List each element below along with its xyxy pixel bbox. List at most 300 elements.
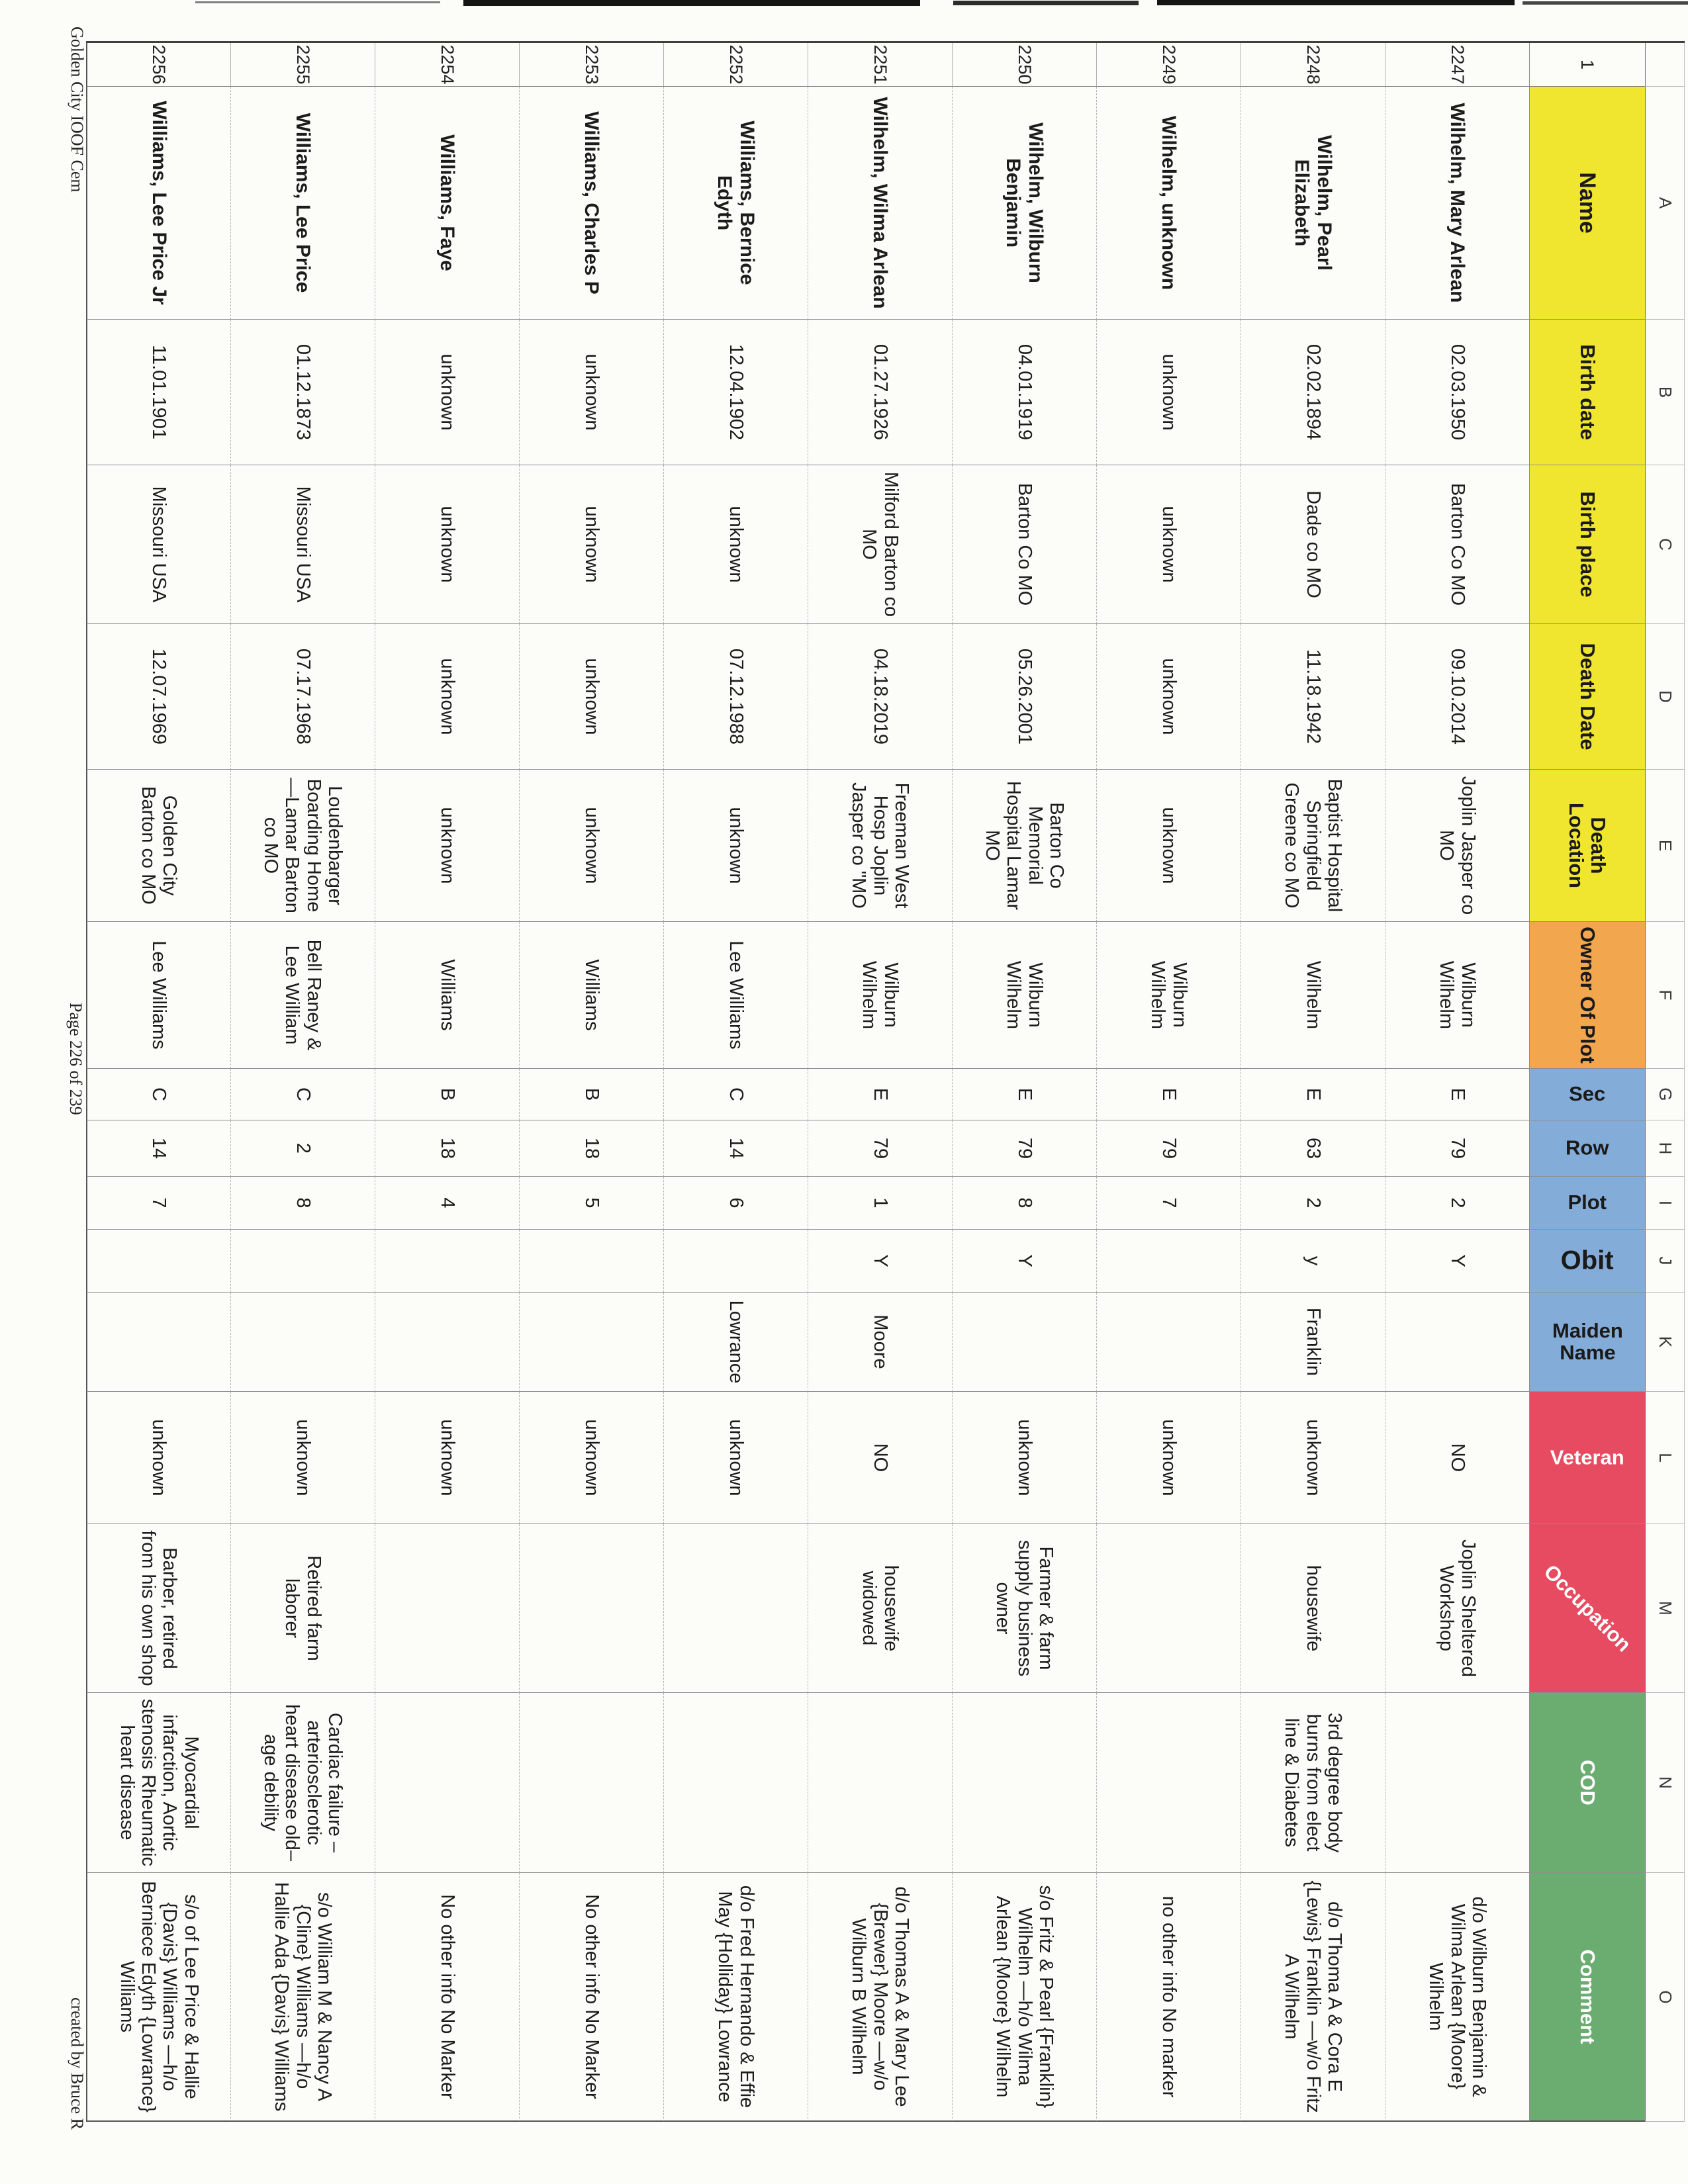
cell-comment <box>375 1873 519 2122</box>
cell-death_date-text: unknown <box>1158 658 1180 735</box>
column-letter-M-text: M <box>1655 1601 1675 1615</box>
cell-plot-text: 5 <box>581 1197 602 1208</box>
cell-owner_of_plot-text: Wilburn Wilhelm <box>1147 960 1190 1030</box>
cell-comment <box>86 1873 230 2122</box>
cell-owner_of_plot <box>808 922 952 1069</box>
column-header-occupation-text: Occupation <box>1539 1559 1636 1657</box>
cell-occupation-text: Farmer & farm supply business owner <box>992 1539 1057 1677</box>
column-letter-O-text: O <box>1655 1990 1675 2004</box>
column-header-name-text: Name <box>1575 172 1601 234</box>
column-header-sec-text: Sec <box>1569 1082 1606 1106</box>
cell-occupation-text: Retired farm laborer <box>281 1555 324 1661</box>
row-number-text: 1 <box>1577 59 1598 70</box>
column-header-row-text: Row <box>1566 1136 1609 1160</box>
cell-death_date <box>86 624 230 770</box>
column-letter-B-text: B <box>1655 386 1675 398</box>
cell-birth_date-text: 11.01.1901 <box>148 344 170 439</box>
cell-sec-text: E <box>1446 1087 1468 1101</box>
column-header-owner_of_plot <box>1529 922 1645 1069</box>
cell-birth_place <box>663 465 808 624</box>
cell-cod <box>952 1693 1096 1873</box>
cell-death_location <box>519 770 663 922</box>
cell-death_date-text: 04.18.2019 <box>869 648 891 745</box>
cell-occupation <box>519 1524 663 1693</box>
cell-maiden_name <box>230 1293 375 1392</box>
cell-birth_place <box>230 465 375 624</box>
cell-maiden_name <box>1241 1293 1385 1392</box>
column-letter-G <box>1645 1069 1685 1120</box>
cell-birth_date <box>1241 320 1385 465</box>
cell-owner_of_plot <box>519 922 663 1069</box>
row-number <box>808 43 952 87</box>
cell-maiden_name <box>952 1293 1096 1392</box>
row-number-text: 2249 <box>1158 44 1179 85</box>
cell-cod <box>230 1693 375 1873</box>
corner-cell <box>1645 43 1685 87</box>
row-number-text: 2252 <box>726 44 746 85</box>
cell-death_location <box>1096 770 1241 922</box>
cell-name <box>230 87 375 320</box>
cell-owner_of_plot <box>86 922 230 1069</box>
cell-sec-text: C <box>148 1087 170 1101</box>
cell-sec-text: B <box>581 1087 602 1101</box>
cell-obit-text: Y <box>1013 1254 1035 1267</box>
cell-veteran <box>86 1392 230 1524</box>
row-number-text: 2251 <box>870 44 890 85</box>
column-header-veteran-text: Veteran <box>1550 1445 1625 1469</box>
cell-plot-text: 7 <box>1158 1197 1180 1208</box>
cell-plot-text: 7 <box>148 1197 170 1208</box>
cell-birth_date <box>519 320 663 465</box>
cell-death_date-text: 11.18.1942 <box>1302 649 1324 744</box>
cell-obit <box>86 1230 230 1293</box>
cell-cod <box>375 1693 519 1873</box>
cell-obit <box>808 1230 952 1293</box>
cell-name <box>952 87 1096 320</box>
cell-sec <box>375 1069 519 1120</box>
column-header-veteran <box>1529 1392 1645 1524</box>
cell-plot <box>1241 1177 1385 1230</box>
cell-birth_date-text: unknown <box>436 353 458 431</box>
cell-name-text: Williams, Faye <box>436 134 459 271</box>
cell-birth_date <box>86 320 230 465</box>
cell-row-text: 79 <box>1013 1137 1035 1160</box>
column-header-comment-text: Comment <box>1575 1949 1599 2044</box>
scan-artifact <box>195 1 440 3</box>
cell-occupation <box>1241 1524 1385 1693</box>
cell-owner_of_plot-text: Lee Williams <box>148 940 170 1050</box>
cell-birth_place-text: Barton Co MO <box>1446 482 1468 606</box>
cell-comment-text: No other info No Marker <box>436 1894 458 2099</box>
cell-birth_place <box>1385 465 1529 624</box>
cell-cod <box>808 1693 952 1873</box>
cell-birth_date <box>663 320 808 465</box>
cell-comment <box>1241 1873 1385 2122</box>
row-number <box>519 43 663 87</box>
cell-plot <box>86 1177 230 1230</box>
cell-birth_date <box>808 320 952 465</box>
cell-maiden_name <box>1096 1293 1241 1392</box>
cell-plot-text: 1 <box>869 1197 891 1208</box>
cell-obit-text: Y <box>1446 1254 1468 1267</box>
cell-occupation <box>375 1524 519 1693</box>
column-letter-L-text: L <box>1655 1453 1675 1463</box>
cell-owner_of_plot <box>230 922 375 1069</box>
cell-owner_of_plot <box>1096 922 1241 1069</box>
cell-name-text: Wilhelm, Wilma Arlean <box>869 97 892 309</box>
cell-death_location-text: unknown <box>581 807 602 884</box>
cell-maiden_name-text: Moore <box>869 1314 891 1369</box>
column-letter-G-text: G <box>1655 1087 1675 1101</box>
cell-comment-text: s/o Fritz & Pearl {Franklin} Wilhelm —h/o Wilma Arlean {Moore} Wilhelm <box>992 1885 1057 2109</box>
cell-obit <box>952 1230 1096 1293</box>
cell-comment <box>952 1873 1096 2122</box>
cell-birth_place-text: Milford Barton co MO <box>859 471 902 617</box>
cell-birth_date-text: 12.04.1902 <box>725 343 747 441</box>
cell-death_date-text: 07.12.1988 <box>725 648 747 745</box>
footer-created-by: created by Bruce R <box>68 1997 87 2130</box>
cell-occupation <box>1096 1524 1241 1693</box>
column-header-plot <box>1529 1177 1645 1230</box>
cell-birth_place <box>519 465 663 624</box>
column-letter-I <box>1645 1177 1685 1230</box>
cell-birth_place <box>808 465 952 624</box>
cell-owner_of_plot <box>663 922 808 1069</box>
cell-comment-text: s/o of Lee Price & Hallie {Davis} Williams —h/o Berniece Edyth {Lowrance} Williams <box>116 1881 202 2113</box>
cell-maiden_name <box>375 1293 519 1392</box>
column-letter-O <box>1645 1873 1685 2122</box>
cell-name <box>375 87 519 320</box>
cell-comment <box>1096 1873 1241 2122</box>
cell-occupation-text: housewife widowed <box>859 1565 902 1652</box>
scan-artifact <box>953 1 1139 5</box>
cell-obit <box>1241 1230 1385 1293</box>
row-number <box>375 43 519 87</box>
cell-birth_place <box>375 465 519 624</box>
row-number-text: 2254 <box>437 44 457 85</box>
cell-maiden_name <box>808 1293 952 1392</box>
column-header-birth_date-text: Birth date <box>1575 344 1599 440</box>
cell-obit <box>519 1230 663 1293</box>
cell-obit-text: Y <box>869 1254 891 1267</box>
cell-obit <box>1385 1230 1529 1293</box>
row-number-text: 2248 <box>1303 44 1323 85</box>
cell-cod <box>663 1693 808 1873</box>
column-header-occupation <box>1529 1524 1645 1693</box>
cell-birth_place-text: Barton Co MO <box>1013 482 1035 606</box>
cell-comment-text: s/o William M & Nancy A {Cline} Williams —h/o Hallie Ada {Davis} Williams <box>271 1882 336 2112</box>
scan-artifact <box>463 0 920 6</box>
cell-name <box>86 87 230 320</box>
cell-birth_place <box>1241 465 1385 624</box>
cell-row <box>1241 1120 1385 1177</box>
cell-plot <box>230 1177 375 1230</box>
cell-row-text: 14 <box>725 1137 747 1160</box>
cell-veteran-text: unknown <box>1013 1419 1035 1496</box>
cell-death_date-text: 12.07.1969 <box>148 648 170 745</box>
cell-plot <box>1385 1177 1529 1230</box>
cell-sec-text: B <box>436 1087 458 1101</box>
row-number-text: 2250 <box>1014 44 1035 85</box>
cell-occupation-text: Joplin Sheltered Workshop <box>1436 1539 1479 1677</box>
column-letter-D <box>1645 624 1685 770</box>
cell-comment-text: d/o Wilburn Benjamin & Wilma Arlean {Moore} Wilhelm <box>1425 1896 1490 2097</box>
cell-sec-text: E <box>1013 1087 1035 1101</box>
cell-veteran <box>663 1392 808 1524</box>
cell-owner_of_plot-text: Wilburn Wilhelm <box>1003 960 1046 1030</box>
footer-page-number: Page 226 of 239 <box>66 1003 85 1115</box>
cell-owner_of_plot-text: Bell Raney & Lee William <box>281 939 324 1051</box>
cell-sec <box>519 1069 663 1120</box>
column-header-death_location <box>1529 770 1645 922</box>
cell-death_date <box>1385 624 1529 770</box>
cell-death_date <box>808 624 952 770</box>
cell-cod <box>1385 1693 1529 1873</box>
row-number <box>952 43 1096 87</box>
cell-name-text: Williams, Bernice Edyth <box>714 120 759 285</box>
cell-obit <box>1096 1230 1241 1293</box>
cell-sec-text: C <box>725 1087 747 1101</box>
cell-cod-text: Myocardial infarction, Aortic stenosis Rheumatic heart disease <box>116 1698 202 1867</box>
cell-death_location-text: Baptist Hospital Springfield Greene co MO <box>1281 778 1346 913</box>
column-letter-H <box>1645 1120 1685 1177</box>
cell-birth_date-text: 02.03.1950 <box>1446 343 1468 441</box>
cell-owner_of_plot <box>1241 922 1385 1069</box>
cell-birth_date-text: unknown <box>1158 353 1180 431</box>
cell-maiden_name-text: Lowrance <box>725 1300 747 1384</box>
cell-death_location <box>663 770 808 922</box>
cell-veteran <box>375 1392 519 1524</box>
row-number <box>86 43 230 87</box>
cell-birth_place-text: unknown <box>436 506 458 583</box>
cell-birth_date <box>1385 320 1529 465</box>
cell-owner_of_plot-text: Williams <box>581 959 602 1031</box>
cell-veteran <box>230 1392 375 1524</box>
cell-veteran-text: unknown <box>292 1419 314 1496</box>
cell-maiden_name <box>1385 1293 1529 1392</box>
column-header-obit <box>1529 1230 1645 1293</box>
cell-owner_of_plot <box>375 922 519 1069</box>
cell-plot-text: 4 <box>436 1197 458 1208</box>
cell-birth_date-text: 01.12.1873 <box>292 343 314 441</box>
cell-comment <box>1385 1873 1529 2122</box>
cell-row <box>230 1120 375 1177</box>
cell-sec <box>1385 1069 1529 1120</box>
cell-death_date <box>1241 624 1385 770</box>
column-letter-L <box>1645 1392 1685 1524</box>
cell-veteran-text: NO <box>869 1443 891 1473</box>
cell-obit <box>230 1230 375 1293</box>
cell-sec <box>808 1069 952 1120</box>
column-header-birth_place <box>1529 465 1645 624</box>
cell-row <box>808 1120 952 1177</box>
row-number-text: 2256 <box>149 44 169 85</box>
cell-death_location <box>86 770 230 922</box>
cell-death_location <box>808 770 952 922</box>
column-letter-I-text: I <box>1655 1200 1675 1206</box>
cell-plot <box>519 1177 663 1230</box>
cell-name <box>1241 87 1385 320</box>
cell-occupation-text: housewife <box>1302 1565 1324 1652</box>
cell-sec-text: E <box>869 1087 891 1101</box>
cell-sec <box>230 1069 375 1120</box>
cell-name <box>1385 87 1529 320</box>
cell-row <box>519 1120 663 1177</box>
cell-death_location <box>1241 770 1385 922</box>
cell-plot-text: 8 <box>292 1197 314 1208</box>
cell-plot <box>375 1177 519 1230</box>
cell-cod-text: Cardiac failure – arteriosclerotic heart disease old–age debility <box>260 1704 346 1861</box>
cell-row-text: 18 <box>581 1137 602 1160</box>
cell-birth_date <box>952 320 1096 465</box>
cell-death_date-text: unknown <box>581 658 602 735</box>
column-letter-M <box>1645 1524 1685 1693</box>
cell-plot <box>808 1177 952 1230</box>
cell-death_date-text: 09.10.2014 <box>1446 648 1468 745</box>
cell-veteran-text: unknown <box>1158 1419 1180 1496</box>
row-number <box>1096 43 1241 87</box>
cell-owner_of_plot-text: Lee Williams <box>725 940 747 1050</box>
cell-birth_place-text: unknown <box>1158 506 1180 583</box>
cell-veteran <box>952 1392 1096 1524</box>
cell-birth_date-text: 04.01.1919 <box>1013 343 1035 441</box>
cell-plot-text: 6 <box>725 1197 747 1208</box>
column-letter-N <box>1645 1693 1685 1873</box>
column-letter-E <box>1645 770 1685 922</box>
column-header-death_date-text: Death Date <box>1575 643 1599 751</box>
cell-birth_place <box>952 465 1096 624</box>
cell-owner_of_plot-text: Wilhelm <box>1302 960 1324 1030</box>
cell-comment <box>663 1873 808 2122</box>
cell-cod <box>1241 1693 1385 1873</box>
cell-death_location-text: Barton Co Memorial Hospital Lamar MO <box>982 780 1068 911</box>
column-header-owner_of_plot-text: Owner Of Plot <box>1575 927 1599 1064</box>
cell-veteran <box>808 1392 952 1524</box>
cell-death_location-text: unknown <box>725 807 747 884</box>
cell-occupation <box>663 1524 808 1693</box>
row-number-text: 2247 <box>1447 44 1468 85</box>
cell-birth_place <box>86 465 230 624</box>
cell-comment-text: d/o Thomas A & Mary Lee {Brewer} Moore —w/o Wilburn B Wilhelm <box>848 1886 913 2107</box>
column-header-birth_date <box>1529 320 1645 465</box>
cell-row <box>1096 1120 1241 1177</box>
column-header-row <box>1529 1120 1645 1177</box>
cell-birth_date <box>1096 320 1241 465</box>
column-letter-B <box>1645 320 1685 465</box>
cell-occupation <box>808 1524 952 1693</box>
cell-birth_date-text: unknown <box>581 353 602 431</box>
cell-veteran-text: unknown <box>436 1419 458 1496</box>
column-header-obit-text: Obit <box>1561 1246 1614 1275</box>
cell-death_location <box>230 770 375 922</box>
cell-sec <box>86 1069 230 1120</box>
cell-birth_place-text: unknown <box>725 506 747 583</box>
cell-owner_of_plot-text: Wilburn Wilhelm <box>859 960 902 1030</box>
cell-owner_of_plot <box>952 922 1096 1069</box>
cell-death_location-text: unknown <box>436 807 458 884</box>
column-letter-N-text: N <box>1655 1776 1675 1789</box>
scan-artifact <box>1523 1 1688 5</box>
cell-name-text: Williams, Charles P <box>581 111 603 295</box>
scan-artifact <box>1157 0 1515 5</box>
cell-death_location <box>375 770 519 922</box>
cell-row-text: 18 <box>436 1137 458 1160</box>
cell-veteran-text: unknown <box>1302 1419 1324 1496</box>
cell-row <box>952 1120 1096 1177</box>
column-letter-J <box>1645 1230 1685 1293</box>
cell-owner_of_plot <box>1385 922 1529 1069</box>
cell-row-text: 79 <box>1158 1137 1180 1160</box>
column-header-plot-text: Plot <box>1568 1191 1607 1214</box>
row-number <box>1385 43 1529 87</box>
cell-death_location-text: unknown <box>1158 807 1180 884</box>
cell-row <box>663 1120 808 1177</box>
cell-comment-text: no other info No marker <box>1158 1895 1180 2098</box>
column-letter-K <box>1645 1293 1685 1392</box>
row-number <box>230 43 375 87</box>
column-letter-J-text: J <box>1655 1256 1675 1265</box>
cell-veteran <box>1096 1392 1241 1524</box>
footer-cemetery-name: Golden City IOOF Cem <box>68 26 87 193</box>
cell-death_date-text: 05.26.2001 <box>1013 648 1035 745</box>
cell-death_date <box>952 624 1096 770</box>
cell-row <box>375 1120 519 1177</box>
column-header-comment <box>1529 1873 1645 2122</box>
cell-sec-text: C <box>292 1087 314 1101</box>
cell-occupation-text: Barber, retired from his own shop <box>138 1530 181 1686</box>
column-letter-A <box>1645 87 1685 320</box>
cell-maiden_name <box>86 1293 230 1392</box>
cell-birth_date-text: 01.27.1926 <box>869 343 891 441</box>
cell-birth_place-text: Dade co MO <box>1302 490 1324 598</box>
column-header-death_location-text: Death Location <box>1565 802 1611 889</box>
cell-plot <box>663 1177 808 1230</box>
cell-veteran-text: unknown <box>581 1419 602 1496</box>
cell-veteran-text: NO <box>1446 1443 1468 1473</box>
cell-row-text: 14 <box>148 1137 170 1160</box>
cell-plot-text: 8 <box>1013 1197 1035 1208</box>
cell-comment <box>230 1873 375 2122</box>
cell-veteran-text: unknown <box>725 1419 747 1496</box>
cell-birth_place-text: unknown <box>581 506 602 583</box>
cell-birth_place <box>1096 465 1241 624</box>
cell-maiden_name-text: Franklin <box>1302 1307 1324 1377</box>
cell-death_date <box>519 624 663 770</box>
column-header-maiden_name <box>1529 1293 1645 1392</box>
cell-maiden_name <box>663 1293 808 1392</box>
cell-maiden_name <box>519 1293 663 1392</box>
cell-death_date <box>663 624 808 770</box>
row-number <box>1241 43 1385 87</box>
cell-veteran <box>519 1392 663 1524</box>
cell-row-text: 79 <box>1446 1137 1468 1160</box>
cell-cod-text: 3rd degree body burns from elect line & Diabetes <box>1281 1712 1346 1853</box>
cell-death_location-text: Freeman West Hosp Joplin Jasper co "MO <box>848 782 913 909</box>
cell-name <box>808 87 952 320</box>
column-header-maiden_name-text: Maiden Name <box>1552 1318 1623 1364</box>
cell-obit <box>375 1230 519 1293</box>
column-letter-A-text: A <box>1655 197 1675 209</box>
column-letter-C <box>1645 465 1685 624</box>
cell-occupation <box>230 1524 375 1693</box>
cemetery-spreadsheet <box>86 41 1685 2122</box>
cell-sec <box>1241 1069 1385 1120</box>
cell-name-text: Williams, Lee Price Jr <box>148 101 170 305</box>
column-letter-H-text: H <box>1655 1142 1675 1155</box>
column-letter-D-text: D <box>1655 690 1675 703</box>
cell-plot-text: 2 <box>1302 1197 1324 1208</box>
row-number-text: 2253 <box>581 44 602 85</box>
